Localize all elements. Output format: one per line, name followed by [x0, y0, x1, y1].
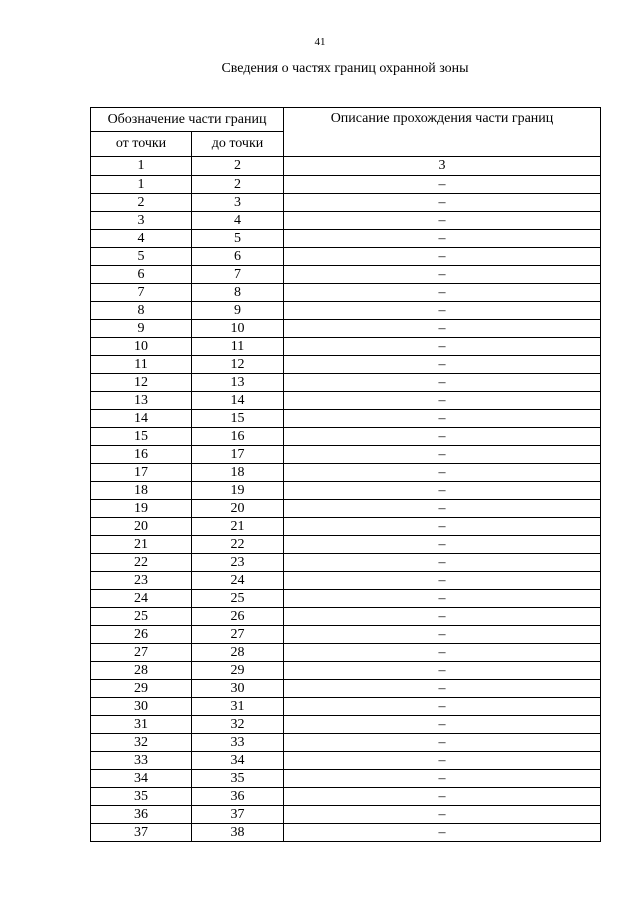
column-number: 1 — [91, 157, 192, 176]
description-cell: – — [284, 248, 601, 266]
to-point-cell: 14 — [192, 392, 284, 410]
description-cell: – — [284, 302, 601, 320]
to-point-cell: 24 — [192, 572, 284, 590]
table-row — [91, 464, 601, 482]
table-row — [91, 266, 601, 284]
from-point-cell: 13 — [91, 392, 192, 410]
to-point-cell: 34 — [192, 752, 284, 770]
column-number: 3 — [284, 157, 601, 176]
table-row — [91, 302, 601, 320]
table-row — [91, 374, 601, 392]
from-point-cell: 8 — [91, 302, 192, 320]
description-cell: – — [284, 662, 601, 680]
description-cell: – — [284, 410, 601, 428]
from-point-cell: 18 — [91, 482, 192, 500]
table-row — [91, 824, 601, 842]
description-cell: – — [284, 482, 601, 500]
to-point-cell: 8 — [192, 284, 284, 302]
description-cell: – — [284, 194, 601, 212]
description-cell: – — [284, 446, 601, 464]
table-row — [91, 482, 601, 500]
description-cell: – — [284, 500, 601, 518]
table-row — [91, 392, 601, 410]
table-row — [91, 428, 601, 446]
description-cell: – — [284, 788, 601, 806]
to-point-cell: 29 — [192, 662, 284, 680]
description-cell: – — [284, 428, 601, 446]
page-title: Сведения о частях границ охранной зоны — [221, 61, 469, 76]
from-point-cell: 23 — [91, 572, 192, 590]
table-row — [91, 176, 601, 194]
table-row — [91, 680, 601, 698]
description-cell: – — [284, 554, 601, 572]
from-point-cell: 22 — [91, 554, 192, 572]
table-row — [91, 806, 601, 824]
table-row — [91, 320, 601, 338]
description-cell: – — [284, 572, 601, 590]
header-from-point: от точки — [91, 132, 192, 157]
to-point-cell: 13 — [192, 374, 284, 392]
description-cell: – — [284, 752, 601, 770]
to-point-cell: 22 — [192, 536, 284, 554]
to-point-cell: 16 — [192, 428, 284, 446]
description-cell: – — [284, 392, 601, 410]
from-point-cell: 16 — [91, 446, 192, 464]
description-cell: – — [284, 176, 601, 194]
to-point-cell: 31 — [192, 698, 284, 716]
from-point-cell: 5 — [91, 248, 192, 266]
table-row — [91, 626, 601, 644]
to-point-cell: 32 — [192, 716, 284, 734]
description-cell: – — [284, 716, 601, 734]
from-point-cell: 31 — [91, 716, 192, 734]
to-point-cell: 5 — [192, 230, 284, 248]
to-point-cell: 36 — [192, 788, 284, 806]
from-point-cell: 21 — [91, 536, 192, 554]
description-cell: – — [284, 284, 601, 302]
table-row — [91, 356, 601, 374]
table-row — [91, 338, 601, 356]
table-row — [91, 536, 601, 554]
table-row — [91, 788, 601, 806]
from-point-cell: 26 — [91, 626, 192, 644]
description-cell: – — [284, 824, 601, 842]
table-row — [91, 644, 601, 662]
to-point-cell: 11 — [192, 338, 284, 356]
from-point-cell: 11 — [91, 356, 192, 374]
from-point-cell: 1 — [91, 176, 192, 194]
table-row — [91, 698, 601, 716]
description-cell: – — [284, 608, 601, 626]
description-cell: – — [284, 644, 601, 662]
from-point-cell: 2 — [91, 194, 192, 212]
to-point-cell: 38 — [192, 824, 284, 842]
to-point-cell: 3 — [192, 194, 284, 212]
to-point-cell: 6 — [192, 248, 284, 266]
from-point-cell: 7 — [91, 284, 192, 302]
from-point-cell: 6 — [91, 266, 192, 284]
to-point-cell: 28 — [192, 644, 284, 662]
table-row — [91, 752, 601, 770]
to-point-cell: 26 — [192, 608, 284, 626]
table-row — [91, 590, 601, 608]
from-point-cell: 25 — [91, 608, 192, 626]
to-point-cell: 7 — [192, 266, 284, 284]
description-cell: – — [284, 698, 601, 716]
description-cell: – — [284, 464, 601, 482]
description-cell: – — [284, 734, 601, 752]
from-point-cell: 10 — [91, 338, 192, 356]
to-point-cell: 21 — [192, 518, 284, 536]
table-row — [91, 500, 601, 518]
table-body — [91, 157, 601, 842]
description-cell: – — [284, 806, 601, 824]
description-cell: – — [284, 230, 601, 248]
to-point-cell: 20 — [192, 500, 284, 518]
from-point-cell: 4 — [91, 230, 192, 248]
table-row — [91, 770, 601, 788]
to-point-cell: 4 — [192, 212, 284, 230]
table-row — [91, 518, 601, 536]
to-point-cell: 33 — [192, 734, 284, 752]
from-point-cell: 29 — [91, 680, 192, 698]
from-point-cell: 3 — [91, 212, 192, 230]
from-point-cell: 34 — [91, 770, 192, 788]
header-boundary-description: Описание прохождения части границ — [284, 108, 601, 157]
from-point-cell: 37 — [91, 824, 192, 842]
to-point-cell: 35 — [192, 770, 284, 788]
description-cell: – — [284, 590, 601, 608]
description-cell: – — [284, 320, 601, 338]
column-number: 2 — [192, 157, 284, 176]
from-point-cell: 27 — [91, 644, 192, 662]
table-header — [91, 108, 601, 157]
table-row — [91, 446, 601, 464]
to-point-cell: 17 — [192, 446, 284, 464]
table-row — [91, 608, 601, 626]
boundary-parts-table — [90, 107, 601, 842]
to-point-cell: 12 — [192, 356, 284, 374]
table-row — [91, 716, 601, 734]
from-point-cell: 17 — [91, 464, 192, 482]
to-point-cell: 23 — [192, 554, 284, 572]
table-row — [91, 410, 601, 428]
to-point-cell: 37 — [192, 806, 284, 824]
description-cell: – — [284, 518, 601, 536]
table-row — [91, 212, 601, 230]
from-point-cell: 33 — [91, 752, 192, 770]
table-row — [91, 554, 601, 572]
to-point-cell: 10 — [192, 320, 284, 338]
to-point-cell: 18 — [192, 464, 284, 482]
table-row — [91, 662, 601, 680]
table-row — [91, 284, 601, 302]
description-cell: – — [284, 536, 601, 554]
description-cell: – — [284, 770, 601, 788]
from-point-cell: 35 — [91, 788, 192, 806]
from-point-cell: 32 — [91, 734, 192, 752]
to-point-cell: 25 — [192, 590, 284, 608]
to-point-cell: 9 — [192, 302, 284, 320]
from-point-cell: 36 — [91, 806, 192, 824]
table-row — [91, 248, 601, 266]
description-cell: – — [284, 338, 601, 356]
to-point-cell: 27 — [192, 626, 284, 644]
column-number-row — [91, 157, 601, 176]
header-boundary-part-designation: Обозначение части границ — [91, 108, 284, 132]
description-cell: – — [284, 212, 601, 230]
table-row — [91, 734, 601, 752]
from-point-cell: 30 — [91, 698, 192, 716]
from-point-cell: 19 — [91, 500, 192, 518]
description-cell: – — [284, 626, 601, 644]
from-point-cell: 24 — [91, 590, 192, 608]
to-point-cell: 15 — [192, 410, 284, 428]
table-row — [91, 230, 601, 248]
page-number: 41 — [314, 36, 326, 48]
to-point-cell: 2 — [192, 176, 284, 194]
from-point-cell: 9 — [91, 320, 192, 338]
description-cell: – — [284, 680, 601, 698]
from-point-cell: 20 — [91, 518, 192, 536]
from-point-cell: 12 — [91, 374, 192, 392]
from-point-cell: 14 — [91, 410, 192, 428]
to-point-cell: 19 — [192, 482, 284, 500]
from-point-cell: 15 — [91, 428, 192, 446]
header-to-point: до точки — [192, 132, 284, 157]
description-cell: – — [284, 374, 601, 392]
to-point-cell: 30 — [192, 680, 284, 698]
from-point-cell: 28 — [91, 662, 192, 680]
description-cell: – — [284, 356, 601, 374]
table-row — [91, 572, 601, 590]
description-cell: – — [284, 266, 601, 284]
table-row — [91, 194, 601, 212]
